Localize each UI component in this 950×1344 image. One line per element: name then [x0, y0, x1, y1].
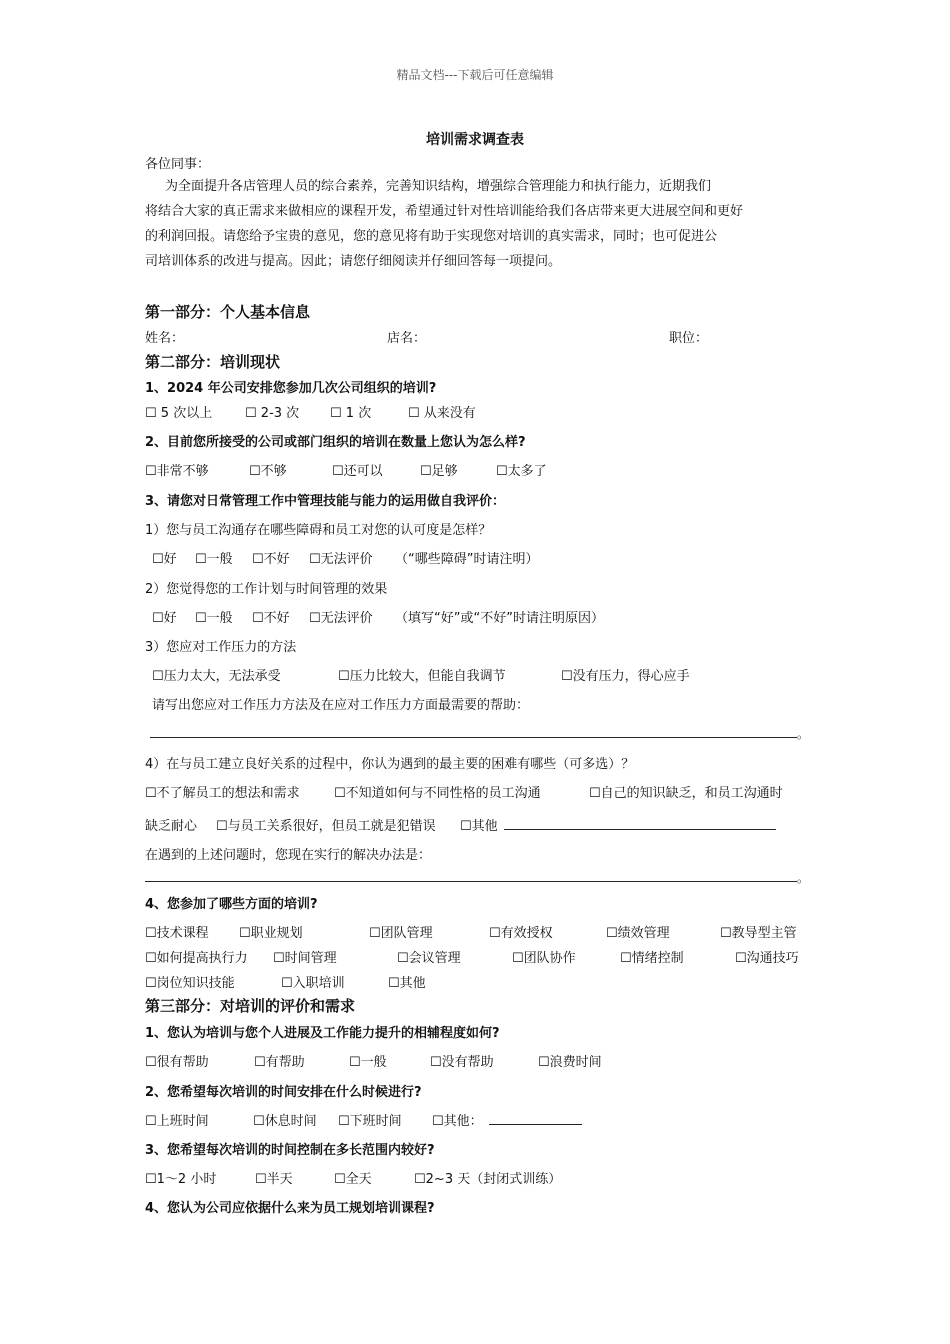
checkbox-icon[interactable]: ☐ [460, 819, 472, 834]
p2-q4-option[interactable]: ☐职业规划 [239, 926, 303, 941]
checkbox-icon[interactable]: ☐ [255, 1172, 267, 1187]
p2-q4-option[interactable]: ☐情绪控制 [620, 951, 684, 966]
checkbox-icon[interactable]: ☐ [216, 819, 228, 834]
checkbox-icon[interactable]: ☐ [145, 1114, 157, 1129]
checkbox-icon[interactable]: ☐ [349, 1055, 361, 1070]
checkbox-icon[interactable]: ☐ [145, 786, 157, 801]
checkbox-icon[interactable]: ☐ [239, 926, 251, 941]
checkbox-icon[interactable]: ☐ [735, 951, 747, 966]
checkbox-icon[interactable]: ☐ [561, 669, 573, 684]
part2-heading: 第二部分：培训现状 [145, 353, 281, 371]
checkbox-icon[interactable]: ☐ [152, 552, 164, 567]
intro-line-2: 将结合大家的真正需求来做相应的课程开发，希望通过针对性培训能给我们各店带来更大进展空间和更好 [145, 204, 744, 219]
checkbox-icon[interactable]: ☐ [152, 669, 164, 684]
p2-q3-sub4-option[interactable]: ☐自己的知识缺乏，和员工沟通时 [589, 786, 783, 801]
p2-q3-sub1-option[interactable]: ☐不好 [252, 552, 290, 567]
p2-q2-option[interactable]: ☐足够 [420, 464, 458, 479]
checkbox-icon[interactable]: ☐ [249, 464, 261, 479]
p3-q4-text: 4、您认为公司应依据什么来为员工规划培训课程? [145, 1201, 435, 1216]
p2-q4-option[interactable]: ☐入职培训 [281, 976, 345, 991]
p2-q4-option[interactable]: ☐技术课程 [145, 926, 209, 941]
checkbox-icon[interactable]: ☐ [388, 976, 400, 991]
p3-q3-text: 3、您希望每次培训的时间控制在多长范围内较好? [145, 1143, 435, 1158]
p2-q3-sub3-option[interactable]: ☐没有压力，得心应手 [561, 669, 690, 684]
p2-q2-option[interactable]: ☐不够 [249, 464, 287, 479]
p2-q3-sub4-text: 4）在与员工建立良好关系的过程中，你认为遇到的最主要的困难有哪些（可多选）？ [145, 757, 635, 772]
checkbox-icon[interactable]: ☐ [145, 1172, 157, 1187]
p3-q2-option[interactable]: ☐上班时间 [145, 1114, 209, 1129]
p3-q2-option[interactable]: ☐休息时间 [253, 1114, 317, 1129]
checkbox-icon[interactable]: ☐ [253, 1114, 265, 1129]
p2-q3-sub2-option[interactable]: ☐好 [152, 611, 177, 626]
checkbox-icon[interactable]: ☐ [432, 1114, 444, 1129]
p2-q2-option[interactable]: ☐太多了 [496, 464, 547, 479]
other-answer-line[interactable] [489, 1124, 582, 1125]
page-header: 精品文档---下载后可任意编辑 [396, 68, 554, 82]
p3-q1-option[interactable]: ☐一般 [349, 1055, 387, 1070]
checkbox-icon[interactable]: ☐ [252, 552, 264, 567]
p3-q2-option[interactable]: ☐其他： [432, 1114, 483, 1129]
p2-q4-option[interactable]: ☐沟通技巧 [735, 951, 799, 966]
p2-q3-sub1-text: 1）您与员工沟通存在哪些障碍和员工对您的认可度是怎样？ [145, 523, 492, 538]
p2-q3-sub4-option[interactable]: ☐不知道如何与不同性格的员工沟通 [334, 786, 541, 801]
checkbox-icon[interactable]: ☐ [152, 611, 164, 626]
checkbox-icon[interactable]: ☐ [512, 951, 524, 966]
part1-heading: 第一部分：个人基本信息 [145, 303, 311, 321]
p2-q4-option[interactable]: ☐其他 [388, 976, 426, 991]
p3-q1-option[interactable]: ☐没有帮助 [430, 1055, 494, 1070]
checkbox-icon[interactable]: ☐ [338, 1114, 350, 1129]
checkbox-icon[interactable]: ☐ [330, 406, 346, 421]
p2-q4-text: 4、您参加了哪些方面的培训? [145, 897, 318, 912]
checkbox-icon[interactable]: ☐ [589, 786, 601, 801]
p2-q4-option[interactable]: ☐时间管理 [273, 951, 337, 966]
p3-q2-text: 2、您希望每次培训的时间安排在什么时候进行? [145, 1085, 422, 1100]
part3-heading: 第三部分：对培训的评价和需求 [145, 997, 356, 1015]
p2-q2-text: 2、目前您所接受的公司或部门组织的培训在数量上您认为怎么样? [145, 435, 526, 450]
p2-q3-sub2-option[interactable]: ☐一般 [195, 611, 233, 626]
intro-line-3: 的利润回报。请您给予宝贵的意见，您的意见将有助于实现您对培训的真实需求，同时；也可促进公 [145, 229, 718, 244]
p2-q4-option[interactable]: ☐会议管理 [397, 951, 461, 966]
p2-q3-sub4-option-cont: 缺乏耐心 [145, 819, 198, 834]
checkbox-icon[interactable]: ☐ [334, 786, 346, 801]
p2-q4-option[interactable]: ☐绩效管理 [606, 926, 670, 941]
answer-line[interactable] [145, 881, 797, 882]
checkbox-icon[interactable]: ☐ [414, 1172, 426, 1187]
p2-q4-option[interactable]: ☐有效授权 [489, 926, 553, 941]
checkbox-icon[interactable]: ☐ [430, 1055, 442, 1070]
checkbox-icon[interactable]: ☐ [420, 464, 432, 479]
period-mark: 。 [797, 727, 810, 741]
checkbox-icon[interactable]: ☐ [408, 406, 424, 421]
p2-q2-option[interactable]: ☐还可以 [332, 464, 383, 479]
p2-q3-sub3-text: 3）您应对工作压力的方法 [145, 640, 297, 655]
intro-line-1: 为全面提升各店管理人员的综合素养，完善知识结构，增强综合管理能力和执行能力，近期我们 [165, 179, 712, 194]
checkbox-icon[interactable]: ☐ [145, 1055, 157, 1070]
p2-q3-sub1-option[interactable]: ☐无法评价 [309, 552, 373, 567]
checkbox-icon[interactable]: ☐ [496, 464, 508, 479]
page-title: 培训需求调查表 [426, 132, 524, 148]
checkbox-icon[interactable]: ☐ [338, 669, 350, 684]
checkbox-icon[interactable]: ☐ [281, 976, 293, 991]
p3-q1-option[interactable]: ☐有帮助 [254, 1055, 305, 1070]
checkbox-icon[interactable]: ☐ [309, 552, 321, 567]
p2-q1-option[interactable]: ☐ 5 次以上 [145, 406, 213, 421]
intro-line-4: 司培训体系的改进与提高。因此；请您仔细阅读并仔细回答每一项提问。 [145, 254, 562, 269]
checkbox-icon[interactable]: ☐ [145, 406, 161, 421]
checkbox-icon[interactable]: ☐ [620, 951, 632, 966]
p2-q3-sub2-option[interactable]: ☐不好 [252, 611, 290, 626]
p2-q2-option[interactable]: ☐非常不够 [145, 464, 209, 479]
other-answer-line[interactable] [504, 829, 776, 830]
checkbox-icon[interactable]: ☐ [145, 951, 157, 966]
checkbox-icon[interactable]: ☐ [334, 1172, 346, 1187]
checkbox-icon[interactable]: ☐ [252, 611, 264, 626]
store-label[interactable]: 店名： [387, 331, 427, 346]
checkbox-icon[interactable]: ☐ [606, 926, 618, 941]
p2-q1-option[interactable]: ☐ 1 次 [330, 406, 372, 421]
p3-q2-option[interactable]: ☐下班时间 [338, 1114, 402, 1129]
p2-q3-sub4-prompt: 在遇到的上述问题时，您现在实行的解决办法是： [145, 848, 432, 863]
p2-q3-sub2-text: 2）您觉得您的工作计划与时间管理的效果 [145, 582, 388, 597]
p3-q3-option[interactable]: ☐1～2 小时 [145, 1172, 217, 1187]
p2-q3-sub4-option[interactable]: ☐与员工关系很好，但员工就是犯错误 [216, 819, 436, 834]
p2-q3-sub4-option[interactable]: ☐不了解员工的想法和需求 [145, 786, 300, 801]
p2-q3-sub1-note: （“哪些障碍”时请注明） [395, 552, 539, 567]
checkbox-icon[interactable]: ☐ [538, 1055, 550, 1070]
p2-q3-text: 3、请您对日常管理工作中管理技能与能力的运用做自我评价： [145, 494, 506, 509]
position-label[interactable]: 职位： [669, 331, 709, 346]
p2-q4-option[interactable]: ☐教导型主管 [720, 926, 797, 941]
checkbox-icon[interactable]: ☐ [309, 611, 321, 626]
p3-q3-option[interactable]: ☐2~3 天（封闭式训练） [414, 1172, 562, 1187]
checkbox-icon[interactable]: ☐ [145, 926, 157, 941]
p2-q3-sub3-prompt: 请写出您应对工作压力方法及在应对工作压力方面最需要的帮助： [152, 698, 530, 713]
checkbox-icon[interactable]: ☐ [720, 926, 732, 941]
period-mark: 。 [797, 871, 810, 885]
p2-q1-text: 1、2024 年公司安排您参加几次公司组织的培训? [145, 381, 437, 396]
checkbox-icon[interactable]: ☐ [195, 611, 207, 626]
p2-q4-option[interactable]: ☐团队协作 [512, 951, 576, 966]
p2-q3-sub4-option[interactable]: ☐其他 [460, 819, 498, 834]
p3-q1-option[interactable]: ☐浪费时间 [538, 1055, 602, 1070]
checkbox-icon[interactable]: ☐ [254, 1055, 266, 1070]
p2-q4-option[interactable]: ☐如何提高执行力 [145, 951, 248, 966]
checkbox-icon[interactable]: ☐ [332, 464, 344, 479]
p3-q1-option[interactable]: ☐很有帮助 [145, 1055, 209, 1070]
p2-q3-sub2-option[interactable]: ☐无法评价 [309, 611, 373, 626]
p2-q3-sub1-option[interactable]: ☐一般 [195, 552, 233, 567]
checkbox-icon[interactable]: ☐ [245, 406, 261, 421]
p3-q1-text: 1、您认为培训与您个人进展及工作能力提升的相辅程度如何? [145, 1026, 500, 1041]
checkbox-icon[interactable]: ☐ [145, 976, 157, 991]
p2-q3-sub1-option[interactable]: ☐好 [152, 552, 177, 567]
p2-q3-sub2-note: （填写“好”或“不好”时请注明原因） [395, 611, 604, 626]
p2-q4-option[interactable]: ☐岗位知识技能 [145, 976, 235, 991]
p2-q4-option[interactable]: ☐团队管理 [369, 926, 433, 941]
checkbox-icon[interactable]: ☐ [273, 951, 285, 966]
checkbox-icon[interactable]: ☐ [369, 926, 381, 941]
p3-q3-option[interactable]: ☐半天 [255, 1172, 293, 1187]
checkbox-icon[interactable]: ☐ [195, 552, 207, 567]
answer-line[interactable] [150, 737, 797, 738]
p2-q1-option[interactable]: ☐ 从来没有 [408, 406, 476, 421]
checkbox-icon[interactable]: ☐ [489, 926, 501, 941]
p2-q3-sub3-option[interactable]: ☐压力太大，无法承受 [152, 669, 281, 684]
p2-q1-option[interactable]: ☐ 2-3 次 [245, 406, 300, 421]
checkbox-icon[interactable]: ☐ [397, 951, 409, 966]
p2-q3-sub3-option[interactable]: ☐压力比较大，但能自我调节 [338, 669, 506, 684]
p3-q3-option[interactable]: ☐全天 [334, 1172, 372, 1187]
name-label[interactable]: 姓名： [145, 331, 185, 346]
checkbox-icon[interactable]: ☐ [145, 464, 157, 479]
greeting: 各位同事： [145, 157, 211, 172]
